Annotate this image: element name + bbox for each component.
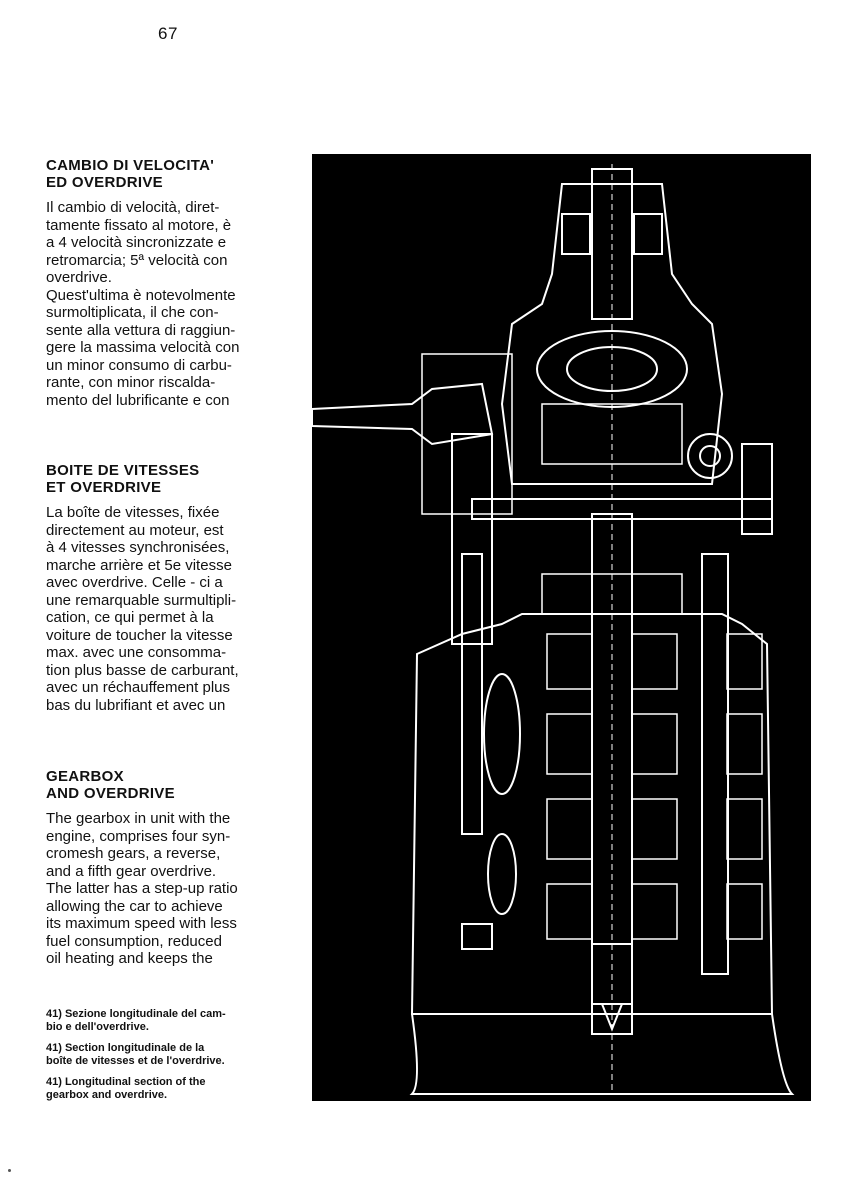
- body-line: directement au moteur, est: [46, 521, 224, 539]
- section-french: [46, 462, 286, 714]
- body-line: cation, ce qui permet à la: [46, 609, 214, 626]
- page-number: 67: [158, 24, 178, 43]
- caption-line: 41) Section longitudinale de la: [46, 1042, 205, 1054]
- side-flange: [742, 444, 772, 534]
- counter-gear: [727, 634, 762, 689]
- gear: [547, 634, 592, 689]
- body-line: retromarcia; 5ª velocità con: [46, 251, 228, 269]
- caption-line: gearbox and overdrive.: [46, 1088, 168, 1101]
- body-line: marche arrière et 5e vitesse: [46, 556, 232, 574]
- speedometer-drive: [688, 434, 732, 478]
- body-line: avec overdrive. Celle - ci a: [46, 574, 223, 591]
- body-line: rante, con minor riscalda-: [46, 374, 216, 391]
- gearbox-section-drawing: [312, 154, 811, 1101]
- heading-line: CAMBIO DI VELOCITA': [46, 157, 215, 174]
- scan-mark: [8, 1169, 11, 1172]
- body-line: a 4 velocità sincronizzate e: [46, 234, 227, 251]
- counter-gear: [727, 799, 762, 859]
- heading-line: ED OVERDRIVE: [46, 174, 163, 191]
- section-heading: [46, 768, 286, 802]
- section-body: [46, 810, 286, 968]
- body-line: avec un réchauffement plus: [46, 679, 231, 696]
- counter-gear: [727, 714, 762, 774]
- divider-plate: [472, 499, 772, 519]
- body-line: à 4 vitesses synchronisées,: [46, 539, 230, 556]
- body-line: tion plus basse de carburant,: [46, 661, 239, 679]
- gear: [632, 714, 677, 774]
- body-line: mento del lubrificante e con: [46, 391, 230, 409]
- heading-line: ET OVERDRIVE: [46, 479, 162, 496]
- body-line: overdrive.: [46, 269, 112, 286]
- gear: [547, 799, 592, 859]
- body-line: engine, comprises four syn-: [46, 827, 231, 845]
- body-line: gere la massima velocità con: [46, 339, 240, 356]
- gear: [632, 799, 677, 859]
- body-line: and a fifth gear overdrive.: [46, 862, 217, 880]
- body-line: allowing the car to achieve: [46, 897, 223, 915]
- body-line: surmoltiplicata, il che con-: [46, 304, 219, 321]
- body-line: sente alla vettura di raggiun-: [46, 321, 236, 339]
- caption-line: 41) Longitudinal section of the: [46, 1076, 206, 1088]
- caption-line: 41) Sezione longitudinale del cam-: [46, 1008, 226, 1020]
- bearing: [634, 214, 662, 254]
- body-line: une remarquable surmultipli-: [46, 591, 237, 609]
- gear: [632, 634, 677, 689]
- figure-caption-english: [46, 1076, 286, 1101]
- body-line: cromesh gears, a reverse,: [46, 845, 221, 862]
- heading-line: GEARBOX: [46, 768, 124, 785]
- figure-caption-french: [46, 1042, 286, 1067]
- body-line: its maximum speed with less: [46, 915, 237, 932]
- drain-plug: [462, 924, 492, 949]
- section-body: [46, 199, 286, 409]
- body-line: oil heating and keeps the: [46, 950, 213, 967]
- gear: [632, 884, 677, 939]
- body-line: tamente fissato al motore, è: [46, 216, 232, 234]
- figure-caption-italian: [46, 1008, 286, 1033]
- caption-line: bio e dell'overdrive.: [46, 1020, 149, 1033]
- gear: [547, 714, 592, 774]
- gearbox-line-art: [312, 154, 811, 1101]
- heading-line: BOITE DE VITESSES: [46, 462, 200, 479]
- body-line: bas du lubrifiant et avec un: [46, 696, 226, 714]
- selector-housing: [452, 434, 492, 644]
- body-line: voiture de toucher la vitesse: [46, 626, 233, 644]
- countershaft: [702, 554, 728, 974]
- section-body: [46, 504, 286, 714]
- reverse-idler: [484, 674, 520, 794]
- section-italian: [46, 157, 286, 409]
- bell-housing: [412, 1014, 792, 1094]
- heading-line: AND OVERDRIVE: [46, 785, 175, 802]
- section-heading: [46, 462, 286, 496]
- body-line: Il cambio di velocità, diret-: [46, 199, 220, 216]
- gear: [547, 884, 592, 939]
- body-line: The gearbox in unit with the: [46, 810, 231, 827]
- selector-shaft: [462, 554, 482, 834]
- body-line: The latter has a step-up ratio: [46, 880, 238, 897]
- caption-line: boîte de vitesses et de l'overdrive.: [46, 1054, 225, 1067]
- counter-gear: [727, 884, 762, 939]
- speedometer-gear: [700, 446, 720, 466]
- bearing: [562, 214, 590, 254]
- body-line: max. avec une consomma-: [46, 644, 227, 661]
- reverse-idler: [488, 834, 516, 914]
- section-heading: [46, 157, 286, 191]
- body-line: un minor consumo di carbu-: [46, 356, 232, 374]
- body-line: La boîte de vitesses, fixée: [46, 504, 220, 521]
- body-line: fuel consumption, reduced: [46, 932, 222, 950]
- body-line: Quest'ultima è notevolmente: [46, 286, 236, 304]
- section-english: [46, 768, 286, 968]
